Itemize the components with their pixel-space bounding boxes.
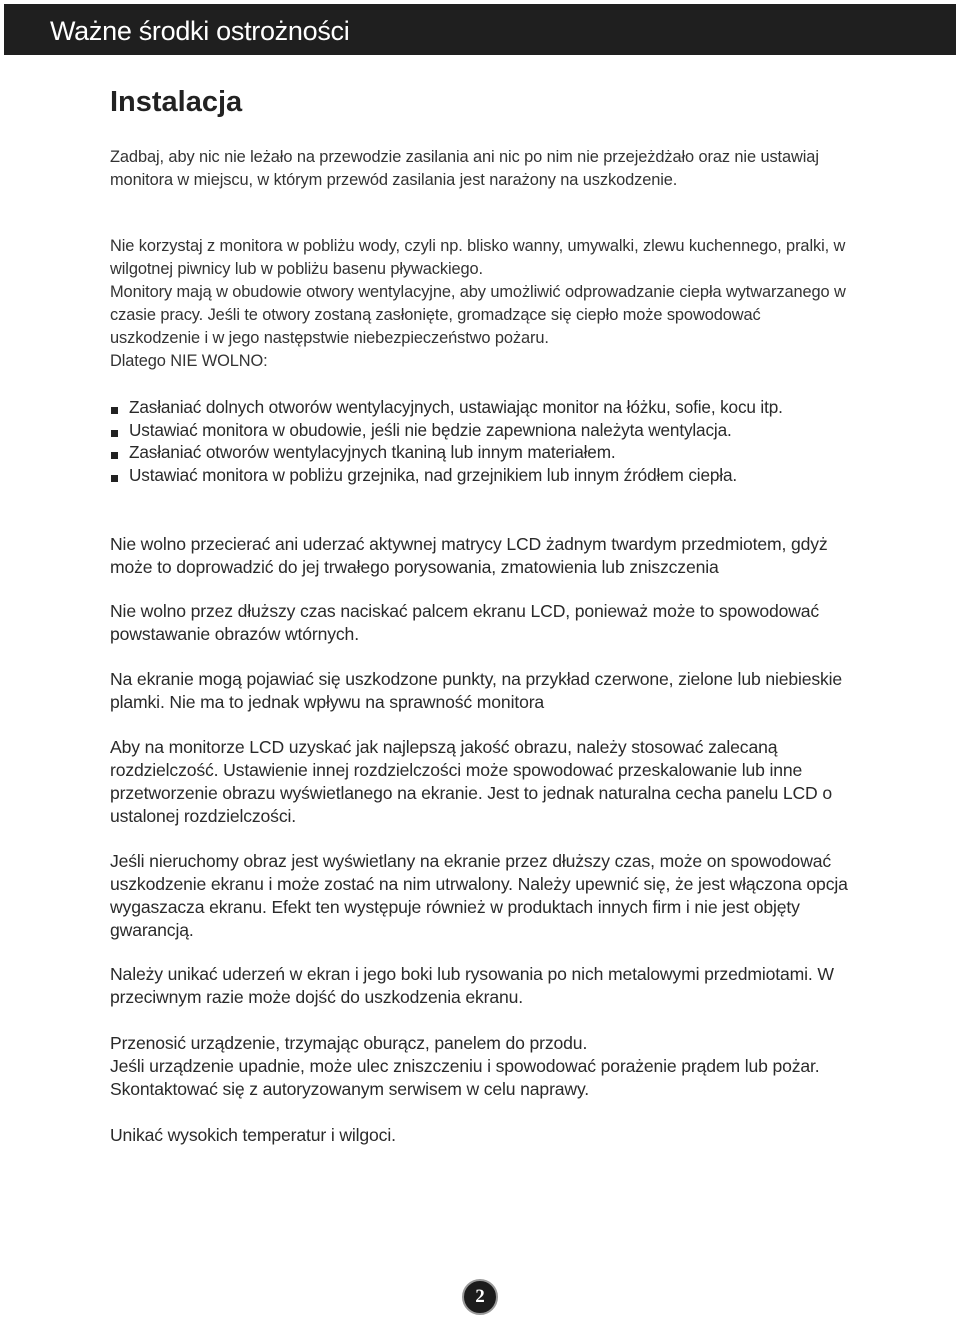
body-paragraph: Na ekranie mogą pojawiać się uszkodzone punkty, na przykład czerwone, zielone lub niebieskie plamki. Nie ma to jednak wpływu na sprawność monitora — [110, 669, 843, 712]
list-item-text: Ustawiać monitora w obudowie, jeśli nie będzie zapewniona należyta wentylacja. — [129, 419, 732, 440]
body-paragraph: Unikać wysokich temperatur i wilgoci. — [110, 1125, 396, 1145]
intro-paragraph: Nie korzystaj z monitora w pobliżu wody, czyli np. blisko wanny, umywalki, zlewu kuchennego, pralki, w wilgotnej piwnicy lub w pobliżu basenu pływackiego. Monitory mają w obudowie otwory wentylacyjne, aby umożliwić odprowadzanie ciepła wytwarzanego w czasie pracy. Jeśli te otwory zostaną zasłonięte, gromadzące się ciepło może spowodować uszkodzenie i w jego następstwie niebezpieczeństwo pożaru. Dlatego NIE WOLNO: — [110, 237, 846, 370]
body-paragraph: Należy unikać uderzeń w ekran i jego boki lub rysowania po nich metalowymi przedmiotami. W przeciwnym razie może dojść do uszkodzenia ekranu. — [110, 964, 834, 1007]
list-item — [110, 396, 850, 419]
body-paragraph: Jeśli nieruchomy obraz jest wyświetlany na ekranie przez dłuższy czas, może on spowodować uszkodzenie ekranu i może zostać na nim utrwalony. Należy upewnić się, że jest włączona opcja wygaszacza ekranu. Efekt ten występuje również w produktach innych firm i nie jest objęty gwarancją. — [110, 851, 848, 940]
bullet-square-icon — [111, 475, 118, 482]
body-paragraph: Aby na monitorze LCD uzyskać jak najlepszą jakość obrazu, należy stosować zalecaną rozdzielczość. Ustawienie innej rozdzielczości może spowodować przeskalowanie lub inne przetworzenie obrazu wyświetlanego na ekranie. Jest to jednak naturalna cecha panelu LCD o ustalonej rozdzielczości. — [110, 737, 832, 826]
bullet-square-icon — [111, 452, 118, 459]
list-item-text: Ustawiać monitora w pobliżu grzejnika, nad grzejnikiem lub innym źródłem ciepła. — [129, 464, 737, 485]
body-paragraph: Nie wolno przez dłuższy czas naciskać palcem ekranu LCD, ponieważ może to spowodować powstawanie obrazów wtórnych. — [110, 601, 820, 644]
list-item-text: Zasłaniać dolnych otworów wentylacyjnych, ustawiając monitor na łóżku, sofie, kocu itp. — [129, 397, 783, 417]
list-item — [110, 419, 850, 442]
list-item — [110, 441, 850, 464]
page-header-title: Ważne środki ostrożności — [50, 16, 350, 46]
bullet-square-icon — [111, 430, 118, 437]
list-item — [110, 464, 850, 487]
section-title: Instalacja — [110, 86, 243, 118]
list-item-text: Zasłaniać otworów wentylacyjnych tkaniną lub innym materiałem. — [129, 442, 616, 462]
page-number-badge: 2 — [462, 1279, 498, 1315]
body-paragraph: Przenosić urządzenie, trzymając oburącz, panelem do przodu. Jeśli urządzenie upadnie, może ulec zniszczeniu i spowodować porażenie prądem lub pożar. Skontaktować się z autoryzowanym serwisem w celu naprawy. — [110, 1033, 820, 1099]
header-bar — [4, 4, 956, 55]
body-paragraph: Nie wolno przecierać ani uderzać aktywnej matrycy LCD żadnym twardym przedmiotem, gdyż może to doprowadzić do jej trwałego porysowania, zmatowienia lub zniszczenia — [110, 534, 828, 577]
bullet-list — [110, 396, 850, 486]
bullet-square-icon — [111, 407, 118, 414]
intro-paragraph: Zadbaj, aby nic nie leżało na przewodzie zasilania ani nic po nim nie przejeżdżało oraz nie ustawiaj monitora w miejscu, w którym przewód zasilania jest narażony na uszkodzenie. — [110, 148, 819, 189]
